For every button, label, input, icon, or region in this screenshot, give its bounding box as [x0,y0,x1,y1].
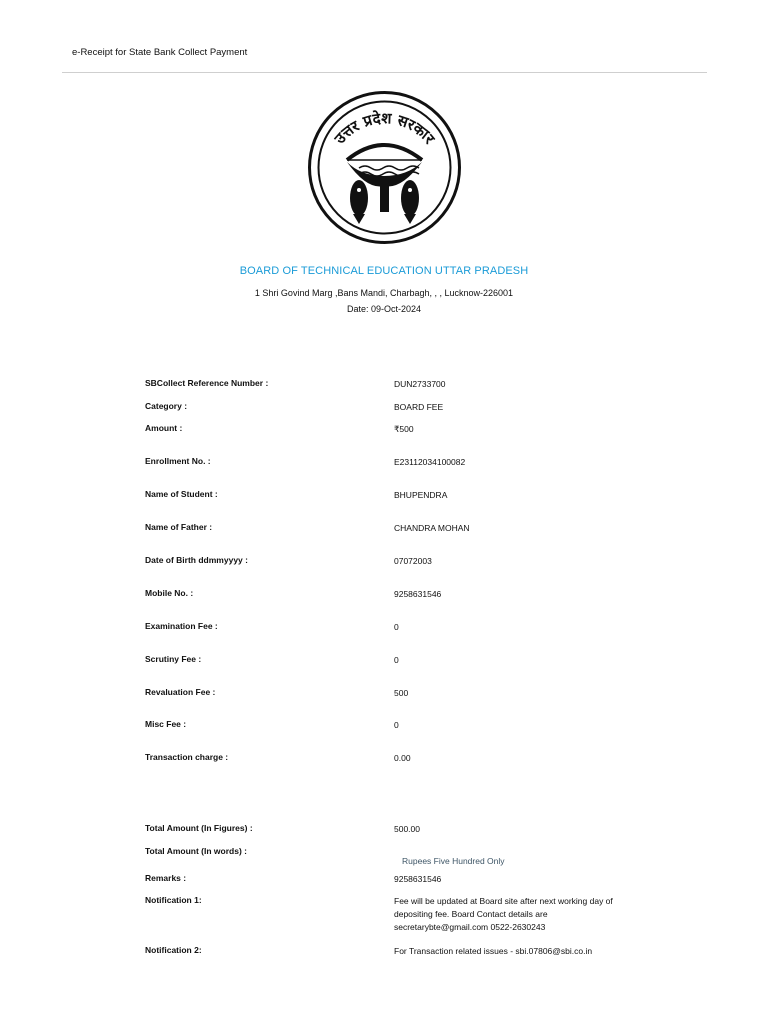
total-words-value: Rupees Five Hundred Only [402,856,505,866]
field-label: Scrutiny Fee : [145,654,202,664]
field-value: E23112034100082 [394,457,466,467]
field-label: Examination Fee : [145,621,218,631]
field-label: Mobile No. : [145,588,194,598]
field-value: 07072003 [394,556,432,566]
field-label: Name of Father : [145,522,213,532]
remarks-label: Remarks : [145,873,187,883]
seal-text: उत्तर प्रदेश सरकार [330,109,439,148]
organization-name: BOARD OF TECHNICAL EDUCATION UTTAR PRADESH [239,265,529,277]
field-label: Revaluation Fee : [145,687,216,697]
remarks-value: 9258631546 [394,874,442,884]
field-value: CHANDRA MOHAN [394,523,470,533]
total-figures-value: 500.00 [394,824,420,834]
field-value: BHUPENDRA [394,490,448,500]
field-value: 0 [394,720,399,730]
total-words-label: Total Amount (In words) : [145,846,247,856]
field-value: ₹500 [394,424,414,434]
receipt-title: e-Receipt for State Bank Collect Payment [72,47,248,58]
field-value: 0.00 [394,753,411,763]
field-label: Name of Student : [145,489,218,499]
field-label: SBCollect Reference Number : [145,378,269,388]
organization-address: 1 Shri Govind Marg ,Bans Mandi, Charbagh, , , Lucknow-226001 [254,288,514,298]
notification-2-value: For Transaction related issues - sbi.07806@sbi.co.in [394,946,593,956]
svg-text:उत्तर प्रदेश सरकार [330,109,439,148]
field-label: Date of Birth ddmmyyyy : [145,555,248,565]
notification-1-label: Notification 1: [145,895,202,905]
field-value: 0 [394,655,399,665]
notification-2-label: Notification 2: [145,945,202,955]
field-value: DUN2733700 [394,379,446,389]
field-label: Enrollment No. : [145,456,211,466]
field-label: Category : [145,401,188,411]
total-figures-label: Total Amount (In Figures) : [145,823,253,833]
field-label: Amount : [145,423,183,433]
header-divider [62,72,707,73]
field-value: 500 [394,688,409,698]
government-seal-icon [307,90,462,245]
notification-1-value: Fee will be updated at Board site after next working day of depositing fee. Board Contact details are secretarybte@gmail.com 0522-2630243 [394,896,613,932]
field-label: Transaction charge : [145,752,229,762]
field-value: 9258631546 [394,589,442,599]
receipt-date: Date: 09-Oct-2024 [346,304,422,314]
field-value: 0 [394,622,399,632]
field-value: BOARD FEE [394,402,444,412]
field-label: Misc Fee : [145,719,187,729]
